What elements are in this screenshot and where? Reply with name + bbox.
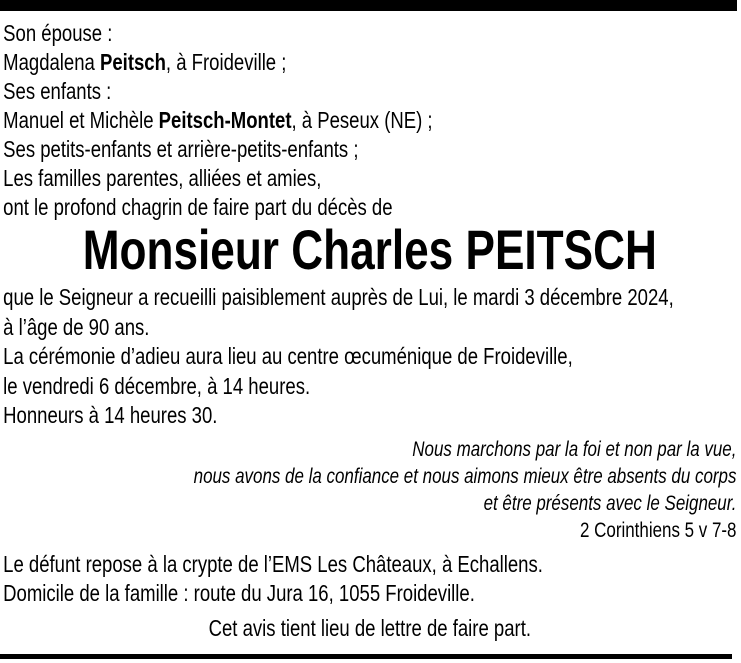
announcement-line: Honneurs à 14 heures 30. bbox=[3, 402, 218, 428]
scripture-quote-line: Nous marchons par la foi et non par la vue, bbox=[412, 436, 737, 461]
announcement-line: La cérémonie d’adieu aura lieu au centre œcuménique de Froideville, bbox=[3, 343, 573, 369]
announcement-section bbox=[3, 283, 736, 431]
family-section bbox=[3, 19, 736, 222]
family-line bbox=[3, 48, 736, 77]
family-line: Les familles parentes, alliées et amies, bbox=[3, 165, 322, 191]
scripture-quote bbox=[3, 436, 736, 544]
bottom-border-bar bbox=[0, 654, 732, 659]
deceased-name-title: Monsieur Charles PEITSCH bbox=[82, 218, 657, 281]
family-surname: Peitsch bbox=[100, 49, 166, 75]
family-line bbox=[3, 106, 736, 135]
family-line: Ses enfants : bbox=[3, 78, 112, 104]
announcement-line: le vendredi 6 décembre, à 14 heures. bbox=[3, 372, 311, 399]
family-line-text: Magdalena bbox=[3, 49, 101, 75]
practical-info-section bbox=[3, 550, 736, 609]
family-line: Ses petits-enfants et arrière-petits-enfants ; bbox=[3, 136, 359, 162]
repose-location-line: Le défunt repose à la crypte de l’EMS Les Châteaux, à Echallens. bbox=[3, 550, 543, 577]
announcement-line: à l’âge de 90 ans. bbox=[3, 313, 150, 340]
scripture-quote-line: et être présents avec le Seigneur. bbox=[483, 490, 737, 515]
scripture-quote-line: nous avons de la confiance et nous aimons mieux être absents du corps bbox=[193, 463, 737, 488]
family-line: Son épouse : bbox=[3, 20, 113, 46]
family-surname: Peitsch-Montet bbox=[158, 107, 292, 133]
family-line-text: , à Froideville ; bbox=[165, 49, 287, 75]
top-border-bar bbox=[0, 0, 737, 11]
announcement-line: que le Seigneur a recueilli paisiblement auprès de Lui, le mardi 3 décembre 2024, bbox=[3, 284, 674, 310]
family-line-text: , à Peseux (NE) ; bbox=[291, 107, 433, 133]
closing-statement: Cet avis tient lieu de lettre de faire part. bbox=[208, 614, 531, 641]
family-line: ont le profond chagrin de faire part du décès de bbox=[3, 194, 393, 220]
scripture-reference: 2 Corinthiens 5 v 7-8 bbox=[580, 517, 737, 542]
notice-content bbox=[0, 11, 741, 643]
family-address-line: Domicile de la famille : route du Jura 16, 1055 Froideville. bbox=[3, 580, 475, 606]
family-line-text: Manuel et Michèle bbox=[3, 107, 159, 133]
